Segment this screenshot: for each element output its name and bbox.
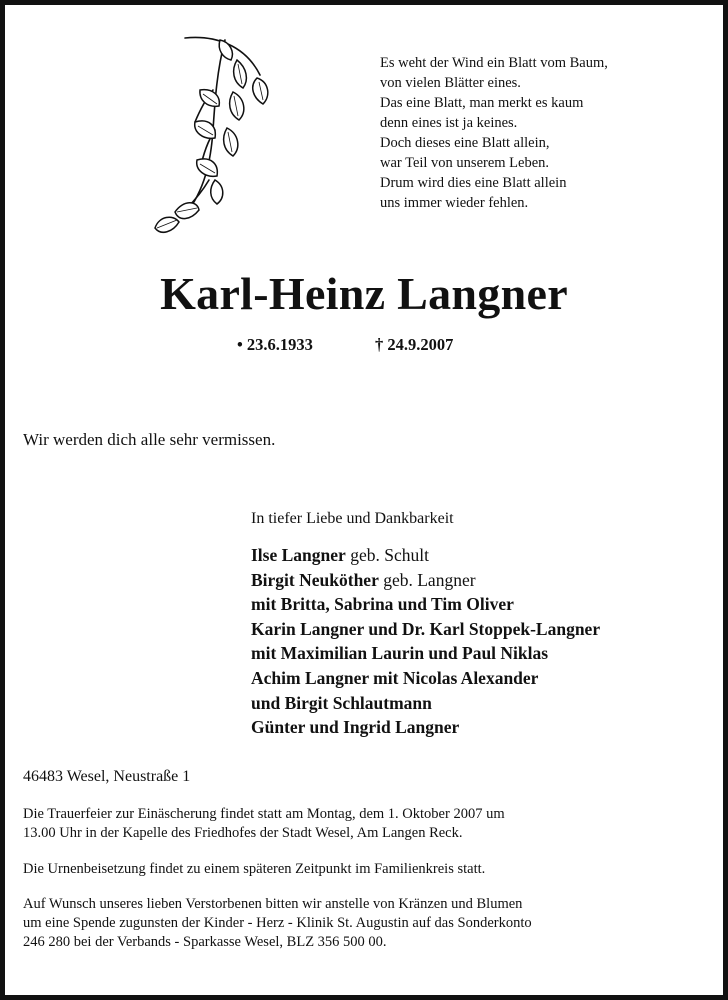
mourner-line: [251, 543, 600, 568]
donation-notice: [23, 895, 713, 952]
death-date: † 24.9.2007: [375, 335, 454, 354]
birch-branch-icon: [145, 30, 280, 240]
mourner-name: Günter und Ingrid Langner: [251, 717, 460, 738]
mourner-suffix: geb. Schult: [345, 545, 429, 565]
mourner-line: [251, 617, 600, 642]
mourner-line: [251, 715, 600, 740]
poem-line: Doch dieses eine Blatt allein,: [380, 135, 550, 151]
mourners-intro: In tiefer Liebe und Dankbarkeit: [251, 510, 454, 527]
mourner-suffix: geb. Langner: [378, 569, 476, 590]
poem-line: denn eines ist ja keines.: [380, 115, 518, 131]
mourner-name: Ilse Langner: [251, 545, 346, 565]
deceased-name: Karl-Heinz Langner: [160, 268, 568, 319]
notice-line: Die Trauerfeier zur Einäscherung findet statt am Montag, dem 1. Oktober 2007 um: [23, 806, 505, 822]
poem-line: uns immer wieder fehlen.: [380, 195, 529, 211]
funeral-notice: [23, 805, 713, 843]
life-dates: [237, 335, 453, 355]
mourner-name: Birgit Neuköther: [251, 569, 379, 590]
poem-line: war Teil von unserem Leben.: [380, 155, 550, 171]
mourner-line: [251, 691, 600, 716]
mourner-name: Karin Langner und Dr. Karl Stoppek-Langner: [251, 618, 601, 639]
mourner-name: und Birgit Schlautmann: [251, 692, 432, 713]
mourner-line: [251, 568, 600, 593]
mourner-line: [251, 666, 600, 691]
family-address: 46483 Wesel, Neustraße 1: [23, 768, 191, 785]
urn-notice: [23, 860, 713, 879]
mourner-name: mit Britta, Sabrina und Tim Oliver: [251, 594, 514, 615]
mourners-list: [251, 543, 600, 740]
mourner-name: mit Maximilian Laurin und Paul Niklas: [251, 643, 549, 664]
birth-date: • 23.6.1933: [237, 335, 313, 354]
notice-line: 13.00 Uhr in der Kapelle des Friedhofes der Stadt Wesel, Am Langen Reck.: [23, 825, 463, 841]
poem-line: Es weht der Wind ein Blatt vom Baum,: [380, 55, 608, 71]
notice-line: Auf Wunsch unseres lieben Verstorbenen bitten wir anstelle von Kränzen und Blumen: [23, 896, 523, 912]
notice-line: Die Urnenbeisetzung findet zu einem späteren Zeitpunkt im Familienkreis statt.: [23, 861, 486, 877]
notice-line: um eine Spende zugunsten der Kinder - Herz - Klinik St. Augustin auf das Sonderkonto: [23, 915, 532, 931]
poem-line: Das eine Blatt, man merkt es kaum: [380, 95, 584, 111]
mourner-line: [251, 592, 600, 617]
notice-line: 246 280 bei der Verbands - Sparkasse Wesel, BLZ 356 500 00.: [23, 934, 387, 950]
mourner-line: [251, 641, 600, 666]
poem-line: Drum wird dies eine Blatt allein: [380, 175, 567, 191]
poem: [380, 53, 608, 213]
poem-line: von vielen Blätter eines.: [380, 75, 521, 91]
mourner-name: Achim Langner mit Nicolas Alexander: [251, 667, 539, 688]
farewell-text: Wir werden dich alle sehr vermissen.: [23, 430, 276, 449]
